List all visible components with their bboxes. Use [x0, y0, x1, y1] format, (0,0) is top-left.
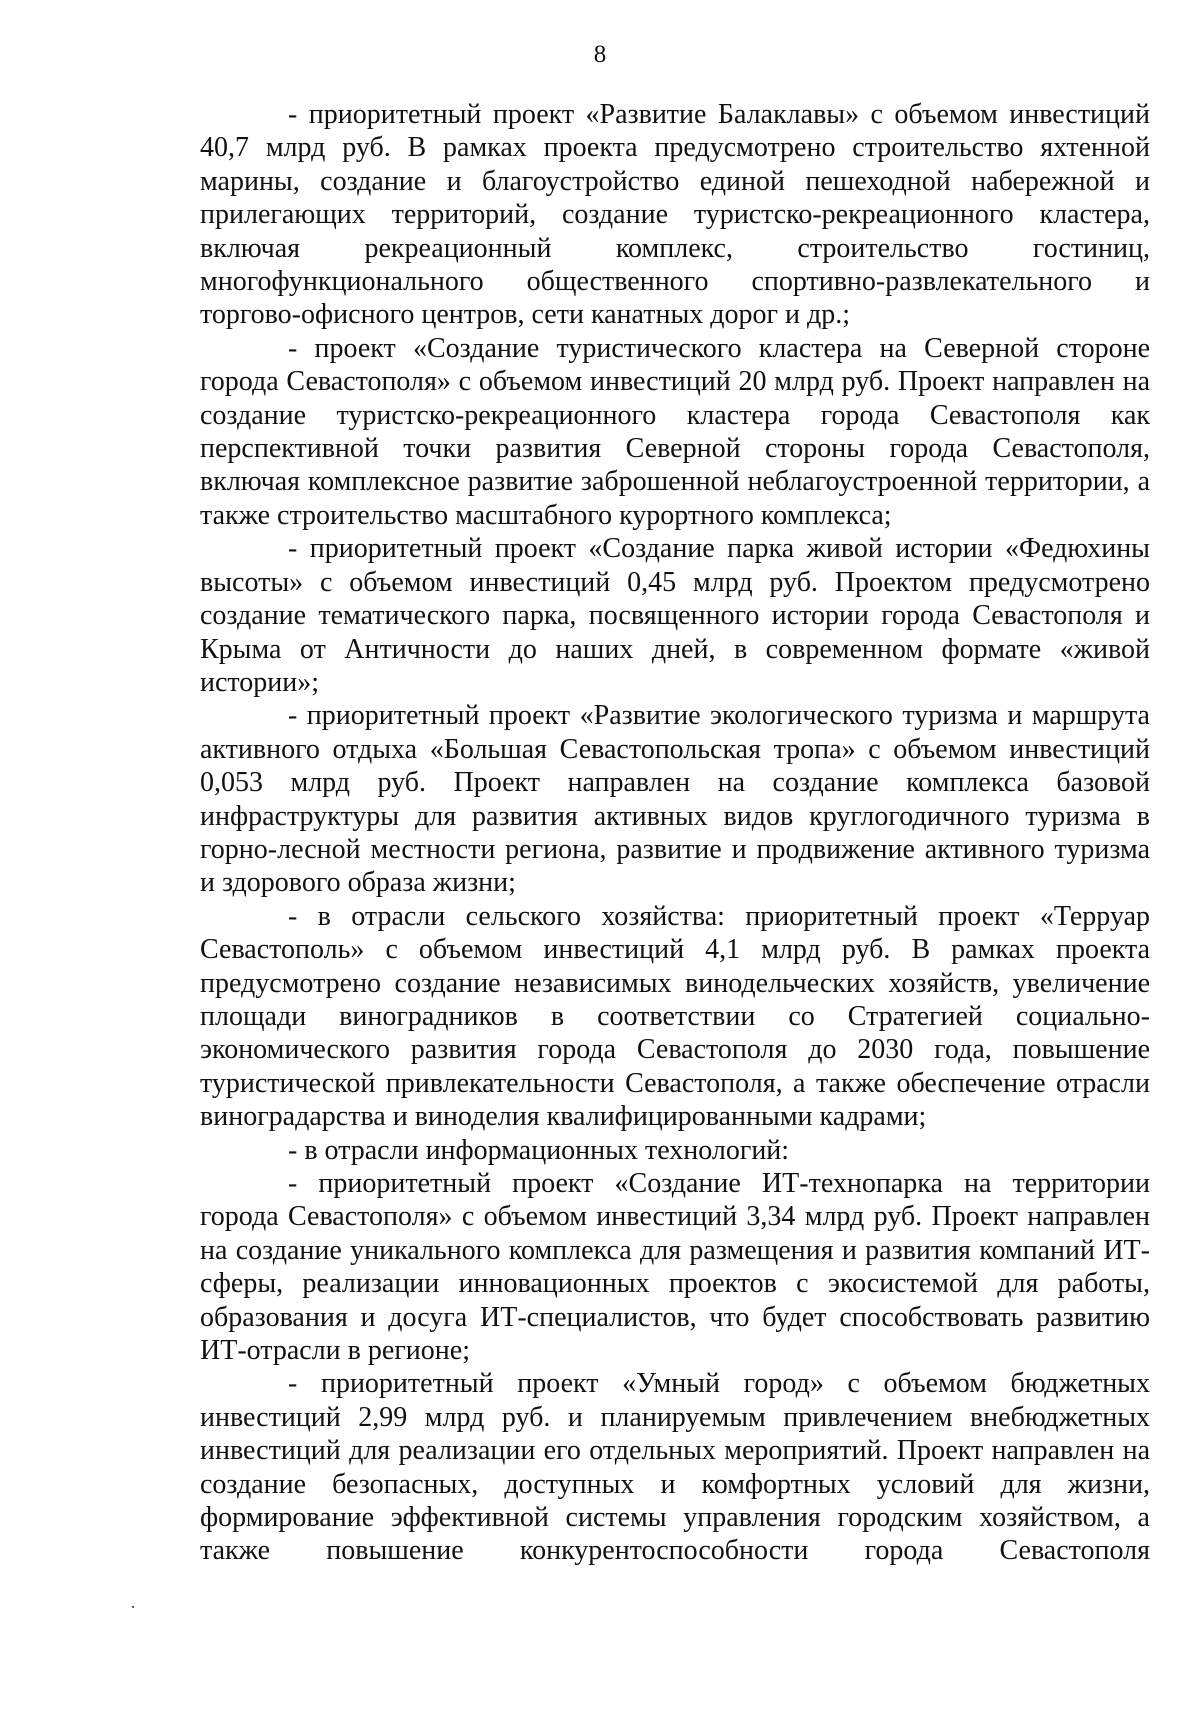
paragraph-fedyukhiny-heights-park: - приоритетный проект «Создание парка живой истории «Федюхины высоты» с объемом инвестиций 0,45 млрд руб. Проектом предусмотрено создание тематического парка, посвященного истории города Севастополя и Крыма от Античности до наших дней, в современном формате «живой истории»; — [200, 533, 1150, 698]
paragraph-ecotourism-trail: - приоритетный проект «Развитие экологического туризма и маршрута активного отдыха «Большая Севастопольская тропа» с объемом инвестиций 0,053 млрд руб. Проект направлен на создание комплекса базовой инфраструктуры для развития активных видов круглогодичного туризма в горно-лесной местности региона, развитие и продвижение активного туризма и здорового образа жизни; — [200, 700, 1150, 899]
paragraph-balaklava-project: - приоритетный проект «Развитие Балаклавы» с объемом инвестиций 40,7 млрд руб. В рамках проекта предусмотрено строительство яхтенной марины, создание и благоустройство единой пешеходной набережной и прилегающих территорий, создание туристско-рекреационного кластера, включая рекреационный комплекс, строительство гостиниц, многофункционального общественного спортивно-развлекательного и торгово-офисного центров, сети канатных дорог и др.; — [200, 99, 1150, 331]
page-number: 8 — [593, 41, 607, 68]
scan-speck — [132, 1606, 134, 1608]
paragraph-it-sector-heading: - в отрасли информационных технологий: — [288, 1134, 790, 1166]
paragraph-smart-city: - приоритетный проект «Умный город» с объемом бюджетных инвестиций 2,99 млрд руб. и планируемым привлечением внебюджетных инвестиций для реализации его отдельных мероприятий. Проект направлен на создание безопасных, доступных и комфортных условий для жизни, формирование эффективной системы управления городским хозяйством, а также повышение конкурентоспособности города Севастополя — [200, 1368, 1150, 1567]
paragraph-it-technopark: - приоритетный проект «Создание ИТ-технопарка на территории города Севастополя» с объемом инвестиций 3,34 млрд руб. Проект направлен на создание уникального комплекса для размещения и развития компаний ИТ-сферы, реализации инновационных проектов с экосистемой для работы, образования и досуга ИТ-специалистов, что будет способствовать развитию ИТ-отрасли в регионе; — [200, 1168, 1150, 1367]
paragraph-agriculture-terroir: - в отрасли сельского хозяйства: приоритетный проект «Терруар Севастополь» с объемом инвестиций 4,1 млрд руб. В рамках проекта предусмотрено создание независимых винодельческих хозяйств, увеличение площади виноградников в соответствии со Стратегией социально-экономического развития города Севастополя до 2030 года, повышение туристической привлекательности Севастополя, а также обеспечение отрасли виноградарства и виноделия квалифицированными кадрами; — [200, 900, 1150, 1133]
paragraph-north-side-cluster: - проект «Создание туристического кластера на Северной стороне города Севастополя» с объемом инвестиций 20 млрд руб. Проект направлен на создание туристско-рекреационного кластера города Севастополя как перспективной точки развития Северной стороны города Севастополя, включая комплексное развитие заброшенной неблагоустроенной территории, а также строительство масштабного курортного комплекса; — [200, 332, 1150, 531]
document-body — [200, 98, 1150, 1568]
